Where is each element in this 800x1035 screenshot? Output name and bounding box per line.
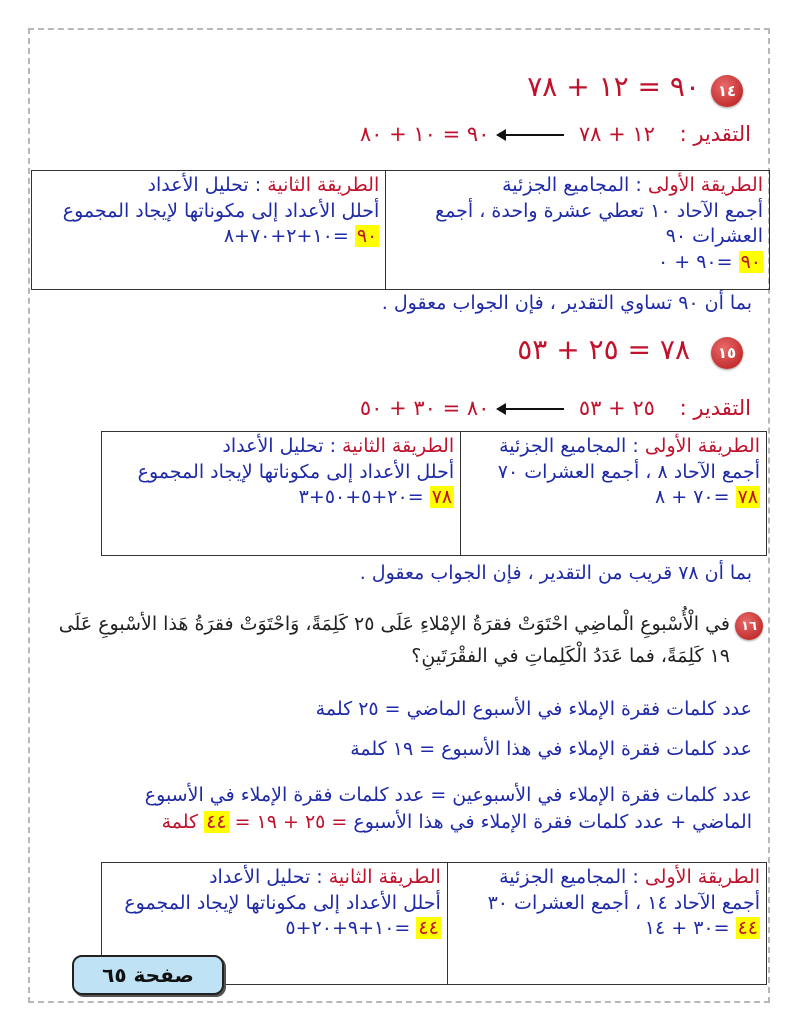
method-2-calc: =١٠+٩+٢٠+٥ xyxy=(285,917,411,940)
answer-line-1: عدد كلمات فقرة الإملاء في الأسبوع الماضي = ٢٥ كلمة xyxy=(315,698,752,720)
method-2-title: الطريقة الثانية xyxy=(342,435,455,457)
method-2-result: ٩٠ xyxy=(356,225,378,248)
method-1-result: ٤٤ xyxy=(737,917,758,940)
estimate-right: ٩٠ = ١٠ + ٨٠ xyxy=(359,122,490,146)
method-1-cell xyxy=(461,432,767,556)
estimate-label: التقدير : xyxy=(679,122,751,146)
estimate-right: ٨٠ = ٣٠ + ٥٠ xyxy=(359,396,490,420)
problem-14-conclusion: بما أن ٩٠ تساوي التقدير ، فإن الجواب معقول . xyxy=(381,292,752,314)
problem-16-question xyxy=(40,608,730,673)
answer-3-words: الماضي + عدد كلمات فقرة الإملاء في هذا الأسبوع xyxy=(353,810,752,833)
method-2-body: أحلل الأعداد إلى مكوناتها لإيجاد المجموع xyxy=(137,460,455,483)
method-1-calc: =٩٠ + ٠ xyxy=(657,250,733,273)
problem-14-methods-table xyxy=(31,170,770,290)
method-1-calc: =٧٠ + ٨ xyxy=(654,486,730,509)
method-1-body: أجمع الآحاد ١٠ تعطي عشرة واحدة ، أجمع العشرات ٩٠ xyxy=(435,199,763,248)
badge-text: ١٦ xyxy=(741,618,757,634)
problem-15-conclusion: بما أن ٧٨ قريب من التقدير ، فإن الجواب معقول . xyxy=(359,562,752,584)
method-1-calc: =٣٠ + ١٤ xyxy=(644,917,730,940)
method-2-cell xyxy=(102,432,461,556)
method-2-body: أحلل الأعداد إلى مكوناتها لإيجاد المجموع xyxy=(62,199,380,222)
method-1-result: ٩٠ xyxy=(740,250,761,273)
method-2-result: ٤٤ xyxy=(418,917,439,940)
method-1-body: أجمع الآحاد ٨ ، أجمع العشرات ٧٠ xyxy=(497,460,760,483)
answer-3-result: ٤٤ xyxy=(206,810,227,833)
method-2-name: : تحليل الأعداد xyxy=(222,435,343,457)
problem-15-methods-table xyxy=(101,431,767,556)
method-1-name: : المجاميع الجزئية xyxy=(502,174,648,196)
method-2-name: : تحليل الأعداد xyxy=(147,174,268,196)
method-2-calc: =١٠+٢+٧٠+٨ xyxy=(223,225,349,248)
problem-15-badge xyxy=(711,337,743,369)
arrow-left-icon xyxy=(504,408,564,410)
problem-16-badge xyxy=(735,612,763,640)
method-1-body: أجمع الآحاد ١٤ ، أجمع العشرات ٣٠ xyxy=(487,891,760,914)
method-2-calc: =٢٠+٥+٥٠+٣ xyxy=(298,486,424,509)
badge-text: ١٥ xyxy=(717,344,737,362)
answer-line-3 xyxy=(32,782,752,835)
method-1-title: الطريقة الأولى xyxy=(647,174,763,196)
method-2-cell xyxy=(32,171,386,290)
method-2-title: الطريقة الثانية xyxy=(328,866,441,888)
method-1-name: : المجاميع الجزئية xyxy=(499,866,645,888)
page-number-tag xyxy=(72,955,224,995)
method-1-title: الطريقة الأولى xyxy=(644,866,760,888)
problem-14-badge xyxy=(711,75,743,107)
problem-14-estimate xyxy=(51,122,751,146)
question-line-1: في الْأُسْبوعِ الْماضِي احْتَوَتْ فقرَةُ الإمْلاءِ عَلَى ٢٥ كَلِمَةً، وَاحْتَوَتْ فقرَةُ هَذا الأسْبوعِ عَلَى xyxy=(58,613,730,635)
method-2-body: أحلل الأعداد إلى مكوناتها لإيجاد المجموع xyxy=(124,891,441,914)
answer-3-first-line: عدد كلمات فقرة الإملاء في الأسبوعين = عدد كلمات فقرة الإملاء في الأسبوع xyxy=(144,784,752,806)
problem-15-equation: ٧٨ = ٢٥ + ٥٣ xyxy=(517,333,690,366)
arrow-left-icon xyxy=(504,134,564,136)
page-number-label: صفحة ٦٥ xyxy=(102,963,194,987)
method-1-result: ٧٨ xyxy=(737,486,758,509)
estimate-left: ٢٥ + ٥٣ xyxy=(578,396,655,420)
problem-15-estimate xyxy=(51,396,751,420)
answer-line-2: عدد كلمات فقرة الإملاء في هذا الأسبوع = ١٩ كلمة xyxy=(350,738,752,760)
method-2-title: الطريقة الثانية xyxy=(267,174,380,196)
answer-3-unit: كلمة xyxy=(161,810,205,833)
method-1-name: : المجاميع الجزئية xyxy=(499,435,645,457)
answer-3-sum: = ٢٥ + ١٩ = xyxy=(228,810,354,833)
method-1-title: الطريقة الأولى xyxy=(644,435,760,457)
method-2-result: ٧٨ xyxy=(431,486,453,509)
method-1-cell xyxy=(447,863,766,985)
estimate-label: التقدير : xyxy=(679,396,751,420)
estimate-left: ١٢ + ٧٨ xyxy=(578,122,655,146)
badge-text: ١٤ xyxy=(717,82,737,100)
problem-14-equation: ٩٠ = ١٢ + ٧٨ xyxy=(527,70,700,103)
method-1-cell xyxy=(386,171,770,290)
question-line-2: ١٩ كَلِمَةً، فما عَدَدُ الْكَلِماتِ في الفقْرَتَينِ؟ xyxy=(411,645,730,668)
method-2-name: : تحليل الأعداد xyxy=(209,866,329,888)
